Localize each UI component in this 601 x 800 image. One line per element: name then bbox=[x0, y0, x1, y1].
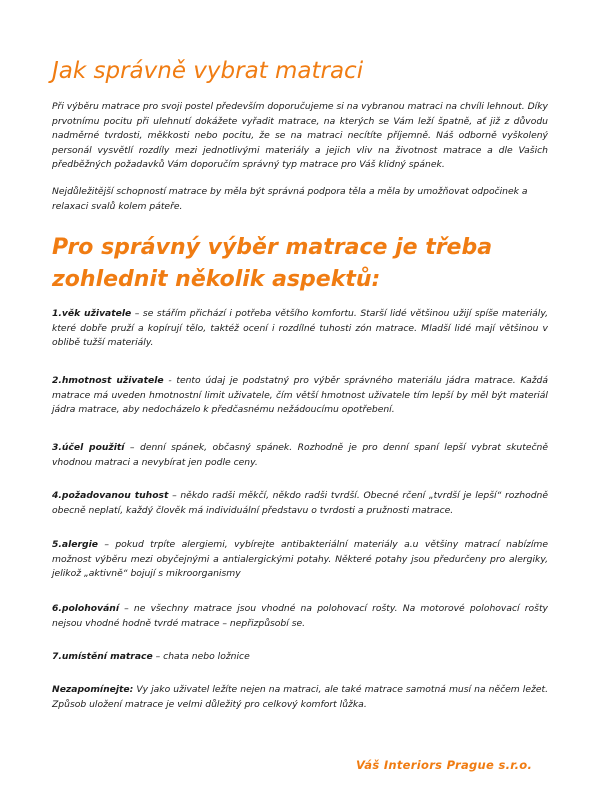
reminder-text: Vy jako uživatel ležíte nejen na matraci, ale také matrace samotná musí na něčem ležet. Způsob uložení matrace je velmi důležitý pro celkový komfort lůžka. bbox=[52, 684, 548, 710]
page-title: Jak správně vybrat matraci bbox=[52, 58, 364, 84]
aspect-firmness bbox=[52, 489, 548, 518]
company-signature: Váš Interiors Prague s.r.o. bbox=[356, 758, 533, 772]
intro-paragraph: Při výběru matrace pro svoji postel především doporučujeme si na vybranou matraci na chvíli lehnout. Díky prvotnímu pocitu při ulehnutí dokážete vyřadit matrace, na kterých se Vám leží špatně, ať již z důvodu nadměrné tvrdosti, měkkosti nebo pocitu, že se na matraci necítíte příjemně. Náš odborně vyškolený personál vysvětlí rozdíly mezi jednotlivými materiály a jejich vliv na životnost matrace a dle Vašich předběžných požadavků Vám doporučím správný typ matrace pro Váš klidný spánek. bbox=[52, 101, 548, 171]
reminder-lead: Nezapomínejte: bbox=[52, 684, 134, 695]
reminder-paragraph bbox=[52, 683, 548, 712]
aspect-text: - tento údaj je podstatný pro výběr správného materiálu jádra matrace. Každá matrace má uveden hmotnostní limit uživatele, čím větší hmotnost uživatele tím lepší by měl být materiál jádra matrace, aby nedocházelo k předčasnému nežádoucímu opotřebení. bbox=[52, 375, 548, 416]
aspect-lead: 6.polohování bbox=[52, 603, 119, 614]
aspect-allergy bbox=[52, 538, 548, 582]
aspect-positioning bbox=[52, 602, 548, 631]
aspect-age bbox=[52, 307, 548, 351]
aspect-lead: 4.požadovanou tuhost bbox=[52, 490, 169, 501]
aspect-text: – denní spánek, občasný spánek. Rozhodně je pro denní spaní lepší vybrat skutečně vhodnou matraci a nevybírat jen podle ceny. bbox=[52, 442, 548, 468]
aspect-text: – pokud trpíte alergiemi, vybírejte antibakteriální materiály a.u většiny matrací nabízíme možnost výběru mezi obyčejnými a antialergickými potahy. Některé potahy jsou předurčeny pro alergiky, jelikož „aktivně“ bojují s mikroorganismy bbox=[52, 539, 548, 580]
aspect-placement bbox=[52, 650, 548, 665]
aspect-purpose bbox=[52, 441, 548, 470]
aspect-lead: 5.alergie bbox=[52, 539, 98, 550]
aspect-text: – někdo radši měkčí, někdo radši tvrdší. Obecné rčení „tvrdší je lepší“ rozhodně obecně neplatí, každý člověk má individuální představu o tvrdosti a pružnosti matrace. bbox=[52, 490, 549, 516]
aspect-lead: 3.účel použití bbox=[52, 442, 125, 453]
aspect-lead: 2.hmotnost uživatele bbox=[52, 375, 164, 386]
aspect-text: – chata nebo ložnice bbox=[152, 651, 250, 662]
aspects-heading: Pro správný výběr matrace je třeba zohlednit několik aspektů: bbox=[52, 235, 493, 292]
aspect-text: – ne všechny matrace jsou vhodné na polohovací rošty. Na motorové polohovací rošty nejsou vhodné hodně tvrdé matrace – nepřizpůsobí se. bbox=[52, 603, 548, 629]
aspect-lead: 1.věk uživatele bbox=[52, 308, 132, 319]
aspect-weight bbox=[52, 374, 548, 418]
support-paragraph: Nejdůležitější schopností matrace by měla být správná podpora těla a měla by umožňovat odpočinek a relaxaci svalů kolem páteře. bbox=[52, 186, 528, 212]
aspect-lead: 7.umístění matrace bbox=[52, 651, 153, 662]
aspect-text: – se stářím přichází i potřeba většího komfortu. Starší lidé většinou užijí spíše materiály, které dobře pruží a kopírují tělo, taktéž ocení i rozdílné tuhosti zón matrace. Mladší lidé mají většinou v oblibě tužší materiály. bbox=[52, 308, 548, 349]
